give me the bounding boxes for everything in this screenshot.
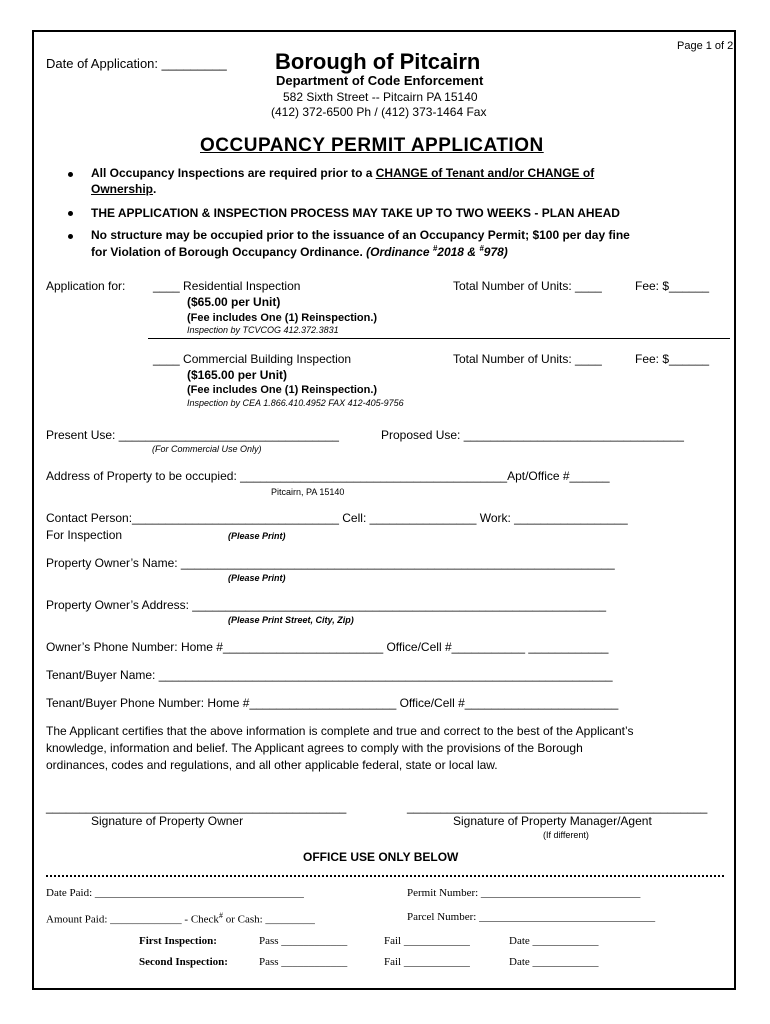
- section-divider: [148, 338, 730, 339]
- bullet-3-line-2: for Violation of Borough Occupancy Ordinance. (Ordinance #2018 & #978): [91, 244, 508, 259]
- second-fail-field[interactable]: Fail ____________: [384, 956, 470, 968]
- residential-inspector: Inspection by TCVCOG 412.372.3831: [187, 325, 339, 335]
- permit-number-field[interactable]: Permit Number: _____________________________: [407, 887, 641, 899]
- dotted-divider: [46, 875, 724, 877]
- form-title: OCCUPANCY PERMIT APPLICATION: [200, 135, 544, 156]
- second-pass-field[interactable]: Pass ____________: [259, 956, 348, 968]
- bullet-icon: [68, 211, 73, 216]
- please-print-street-note: (Please Print Street, City, Zip): [228, 615, 354, 625]
- amount-paid-field[interactable]: Amount Paid: _____________ - Check# or Cash: _________: [46, 911, 315, 926]
- commercial-units: Total Number of Units: ____: [453, 352, 602, 366]
- first-date-field[interactable]: Date ____________: [509, 935, 599, 947]
- application-for-label: Application for:: [46, 279, 126, 293]
- page-label: Page 1 of 2: [677, 40, 734, 52]
- residential-units: Total Number of Units: ____: [453, 279, 602, 293]
- manager-signature-label: Signature of Property Manager/Agent: [453, 814, 652, 828]
- for-inspection-label: For Inspection: [46, 528, 123, 542]
- commercial-use-note: (For Commercial Use Only): [152, 444, 262, 454]
- department-address: 582 Sixth Street -- Pitcairn PA 15140: [283, 90, 478, 104]
- certification-line-1: The Applicant certifies that the above information is complete and true and correct to the best of the Applicant’s: [46, 724, 634, 738]
- first-inspection-label: First Inspection:: [139, 935, 217, 947]
- bullet-2: THE APPLICATION & INSPECTION PROCESS MAY TAKE UP TO TWO WEEKS - PLAN AHEAD: [91, 206, 620, 220]
- if-different-note: (If different): [543, 830, 589, 840]
- tenant-phone-field[interactable]: Tenant/Buyer Phone Number: Home #______________________ Office/Cell #_______________________: [46, 696, 619, 710]
- residential-price: ($65.00 per Unit): [187, 295, 281, 309]
- tenant-name-field[interactable]: Tenant/Buyer Name: ____________________________________________________________________: [46, 668, 613, 682]
- first-pass-field[interactable]: Pass ____________: [259, 935, 348, 947]
- bullet-icon: [68, 234, 73, 239]
- bullet-icon: [68, 172, 73, 177]
- owner-phone-field[interactable]: Owner’s Phone Number: Home #________________________ Office/Cell #___________ ____________: [46, 640, 609, 654]
- department-phone: (412) 372-6500 Ph / (412) 373-1464 Fax: [271, 105, 487, 119]
- commercial-inspection: ____ Commercial Building Inspection: [153, 352, 352, 366]
- residential-fee: Fee: $______: [635, 279, 710, 293]
- city-note: Pitcairn, PA 15140: [271, 487, 345, 497]
- owner-signature-label: Signature of Property Owner: [91, 814, 244, 828]
- property-address-field[interactable]: Address of Property to be occupied: ________________________________________Apt/Office #______: [46, 469, 610, 483]
- second-date-field[interactable]: Date ____________: [509, 956, 599, 968]
- date-of-application: Date of Application: _________: [46, 56, 227, 71]
- proposed-use-field[interactable]: Proposed Use: _________________________________: [381, 428, 684, 442]
- certification-line-3: ordinances, codes and regulations, and all other applicable federal, state or local law.: [46, 758, 498, 772]
- owner-signature-line[interactable]: _____________________________________________: [46, 800, 347, 814]
- contact-person-field[interactable]: Contact Person:_______________________________ Cell: ________________ Work: _________________: [46, 511, 628, 525]
- manager-signature-line[interactable]: _____________________________________________: [407, 800, 708, 814]
- present-use-field[interactable]: Present Use: _________________________________: [46, 428, 339, 442]
- please-print-note: (Please Print): [228, 531, 286, 541]
- commercial-fee: Fee: $______: [635, 352, 710, 366]
- date-paid-field[interactable]: Date Paid: ______________________________________: [46, 887, 304, 899]
- certification-line-2: knowledge, information and belief. The Applicant agrees to comply with the provisions of the Borough: [46, 741, 583, 755]
- commercial-fee-note: (Fee includes One (1) Reinspection.): [187, 384, 378, 396]
- owner-address-field[interactable]: Property Owner’s Address: ______________________________________________________________: [46, 598, 607, 612]
- commercial-price: ($165.00 per Unit): [187, 368, 288, 382]
- bullet-1-line-2: Ownership.: [91, 182, 157, 196]
- please-print-note: (Please Print): [228, 573, 286, 583]
- commercial-inspector: Inspection by CEA 1.866.410.4952 FAX 412-405-9756: [187, 398, 404, 408]
- owner-name-field[interactable]: Property Owner’s Name: _________________________________________________________________: [46, 556, 615, 570]
- residential-inspection: ____ Residential Inspection: [153, 279, 301, 293]
- borough-title: Borough of Pitcairn: [275, 49, 481, 74]
- office-use-title: OFFICE USE ONLY BELOW: [303, 850, 459, 864]
- second-inspection-label: Second Inspection:: [139, 956, 228, 968]
- bullet-3-line-1: No structure may be occupied prior to the issuance of an Occupancy Permit; $100 per day fine: [91, 228, 630, 242]
- department-name: Department of Code Enforcement: [276, 73, 484, 88]
- first-fail-field[interactable]: Fail ____________: [384, 935, 470, 947]
- parcel-number-field[interactable]: Parcel Number: ________________________________: [407, 911, 656, 923]
- residential-fee-note: (Fee includes One (1) Reinspection.): [187, 312, 378, 324]
- bullet-1-line-1: All Occupancy Inspections are required prior to a CHANGE of Tenant and/or CHANGE of: [91, 166, 595, 180]
